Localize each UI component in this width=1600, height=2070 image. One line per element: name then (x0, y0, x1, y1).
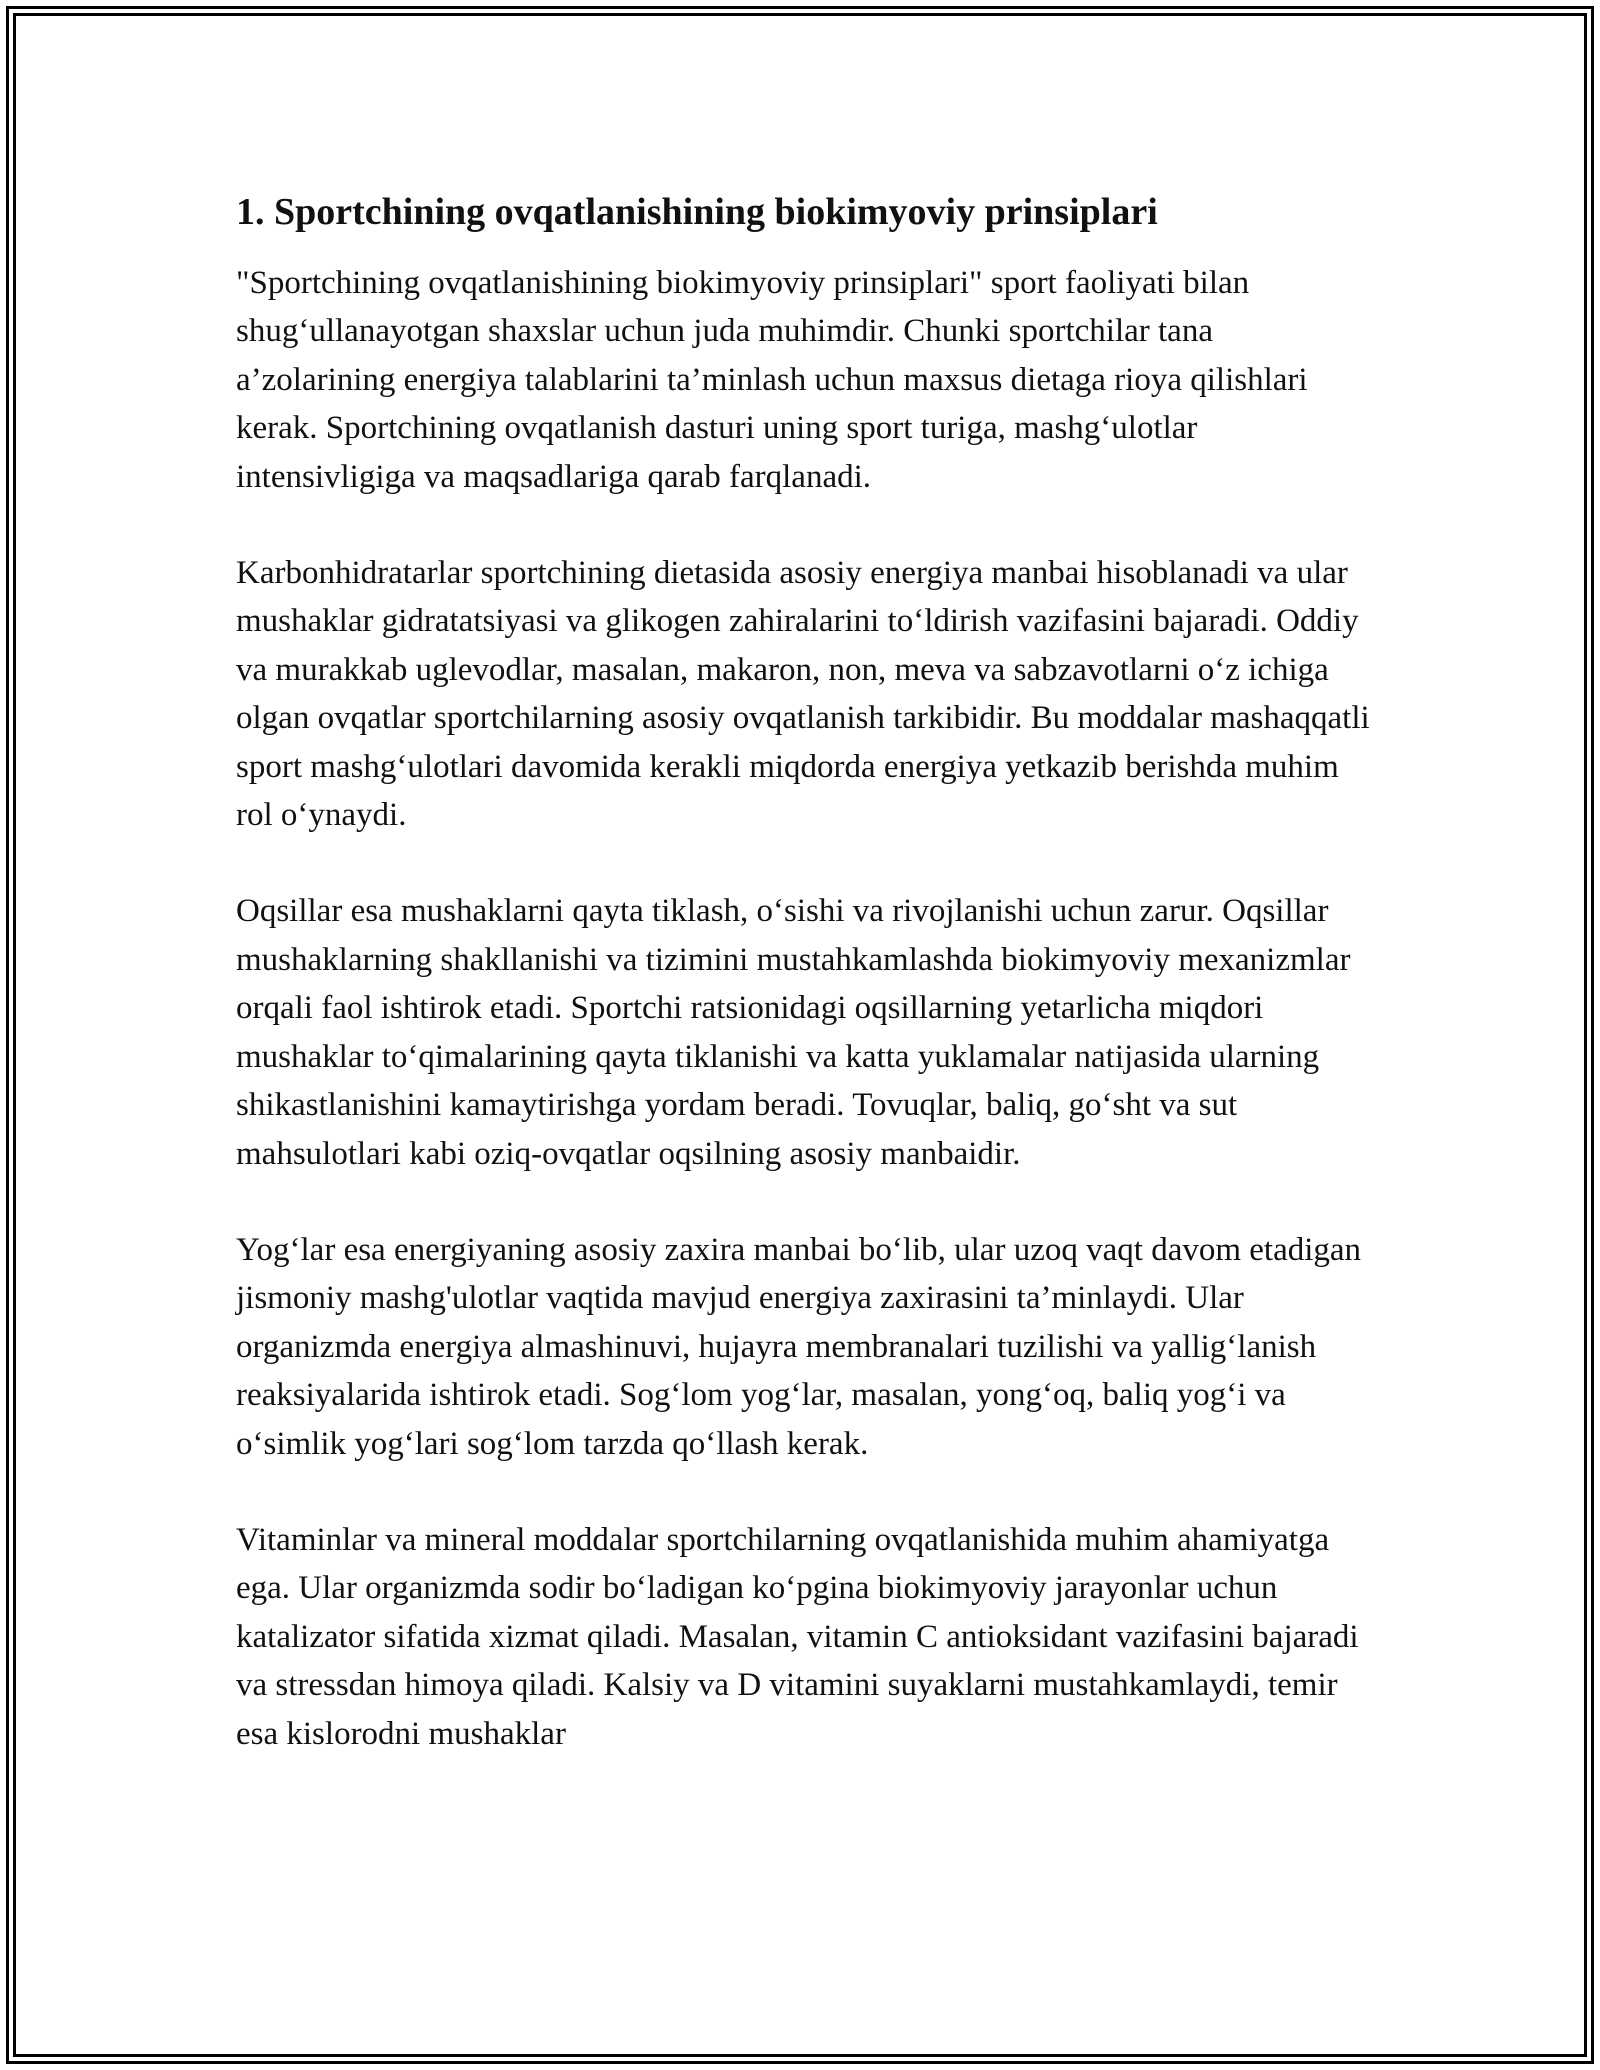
paragraph-vitamins-minerals: Vitaminlar va mineral moddalar sportchilarning ovqatlanishida muhim ahamiyatga ega. Ular organizmda sodir bo‘ladigan ko‘pgina biokimyoviy jarayonlar uchun katalizator sifatida xizmat qiladi. Masalan, vitamin C antioksidant vazifasini bajaradi va stressdan himoya qiladi. Kalsiy va D vitamini suyaklarni mustahkamlaydi, temir esa kislorodni mushaklar (236, 1521, 1359, 1752)
paragraph-intro: "Sportchining ovqatlanishining biokimyoviy prinsiplari" sport faoliyati bilan shug‘ullanayotgan shaxslar uchun juda muhimdir. Chunki sportchilar tana a’zolarining energiya talablarini ta’minlash uchun maxsus dietaga rioya qilishlari kerak. Sportchining ovqatlanish dasturi uning sport turiga, mashg‘ulotlar intensivligiga va maqsadlariga qarab farqlanadi. (236, 265, 1308, 495)
document-body (236, 188, 1376, 1806)
paragraph-proteins: Oqsillar esa mushaklarni qayta tiklash, o‘sishi va rivojlanishi uchun zarur. Oqsillar mushaklarning shakllanishi va tizimini mustahkamlashda biokimyoviy mexanizmlar orqali faol ishtirok etadi. Sportchi ratsionidagi oqsillarning yetarlicha miqdori mushaklar to‘qimalarining qayta tiklanishi va katta yuklamalar natijasida ularning shikastlanishini kamaytirishga yordam beradi. Tovuqlar, baliq, go‘sht va sut mahsulotlari kabi oziq-ovqatlar oqsilning asosiy manbaidir. (236, 893, 1351, 1172)
paragraph-fats: Yog‘lar esa energiyaning asosiy zaxira manbai bo‘lib, ular uzoq vaqt davom etadigan jismoniy mashg'ulotlar vaqtida mavjud energiya zaxirasini ta’minlaydi. Ular organizmda energiya almashinuvi, hujayra membranalari tuzilishi va yallig‘lanish reaksiyalarida ishtirok etadi. Sog‘lom yog‘lar, masalan, yong‘oq, baliq yog‘i va o‘simlik yog‘lari sog‘lom tarzda qo‘llash kerak. (236, 1231, 1362, 1462)
paragraph-carbohydrates: Karbonhidratarlar sportchining dietasida asosiy energiya manbai hisoblanadi va ular mushaklar gidratatsiyasi va glikogen zahiralarini to‘ldirish vazifasini bajaradi. Oddiy va murakkab uglevodlar, masalan, makaron, non, meva va sabzavotlarni o‘z ichiga olgan ovqatlar sportchilarning asosiy ovqatlanish tarkibidir. Bu moddalar mashaqqatli sport mashg‘ulotlari davomida kerakli miqdorda energiya yetkazib berishda muhim rol o‘ynaydi. (236, 555, 1370, 834)
section-heading: 1. Sportchining ovqatlanishining biokimyoviy prinsiplari (236, 191, 1158, 233)
